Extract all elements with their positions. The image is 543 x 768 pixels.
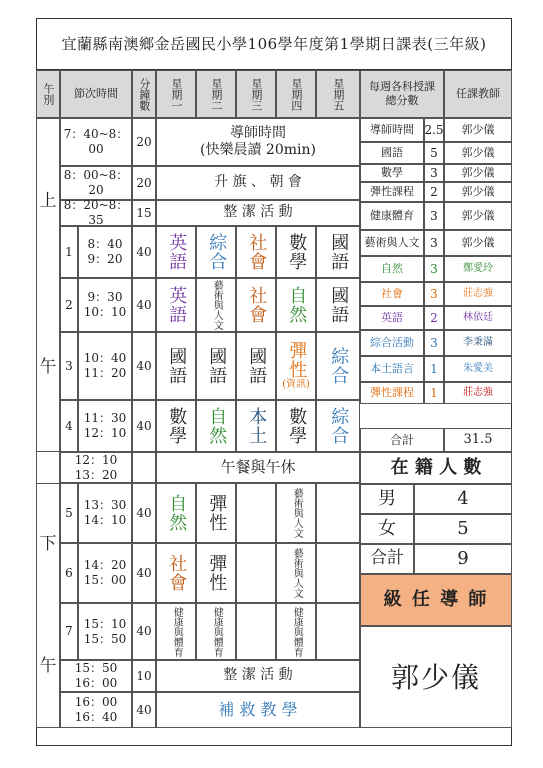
- p6-time-end: 15：00: [83, 573, 127, 587]
- weekly-header-text: 每週各科授課總分數: [369, 80, 435, 107]
- weekly-teacher: 林依廷: [444, 306, 512, 330]
- enrollment-total-label: 合計: [360, 544, 414, 574]
- p4-time-end: 12：10: [83, 426, 127, 440]
- weekly-teacher: 莊志強: [444, 282, 512, 306]
- weekly-count: 5: [424, 142, 444, 164]
- row1-text2: (快樂晨讀 20min): [200, 142, 316, 158]
- p3-time-end: 11：20: [83, 366, 127, 380]
- p4-number: 4: [60, 400, 78, 452]
- clean-time: [60, 660, 132, 692]
- p5-time-end: 14：10: [83, 513, 127, 527]
- p6-thu: 藝術與人文: [276, 543, 316, 603]
- p2-time-end: 10：10: [83, 305, 127, 319]
- row1-minutes: 20: [132, 118, 156, 166]
- afternoon-cleaning: 整 潔 活 動: [156, 660, 360, 692]
- row2-time: 8：00~8：20: [60, 166, 132, 200]
- p4-minutes: 40: [132, 400, 156, 452]
- weekly-subject: 綜合活動: [360, 330, 424, 356]
- enrollment-female-label: 女: [360, 514, 414, 544]
- weekly-subject: 彈性課程: [360, 182, 424, 202]
- period-afternoon-label-1: 下: [39, 534, 57, 555]
- weekly-subject: 藝術與人文: [360, 230, 424, 256]
- p5-tue: 彈性: [196, 483, 236, 543]
- weekly-teacher: 鄭愛玲: [444, 256, 512, 282]
- p3-fri: 綜合: [316, 332, 360, 400]
- p2-wed: 社會: [236, 278, 276, 332]
- p5-minutes: 40: [132, 483, 156, 543]
- clean-time-start: 15：50: [74, 661, 118, 675]
- p6-mon: 社會: [156, 543, 196, 603]
- header-period: 午別: [36, 70, 60, 118]
- row1-text1: 導師時間: [230, 124, 286, 141]
- weekly-teacher: 郭少儀: [444, 142, 512, 164]
- p2-tue: 藝術與人文: [196, 278, 236, 332]
- row1-time: 7：40~8：00: [60, 118, 132, 166]
- header-day-3: 星期三: [236, 70, 276, 118]
- weekly-count: 3: [424, 230, 444, 256]
- p5-time: [78, 483, 132, 543]
- period-morning-label-1: 上: [39, 191, 57, 212]
- weekly-total-label: 合計: [360, 428, 444, 452]
- homeroom-title: 級 任 導 師: [360, 574, 512, 626]
- p7-tue: 健康與體育: [196, 603, 236, 660]
- weekly-subject: 社會: [360, 282, 424, 306]
- weekly-count: 2.5: [424, 118, 444, 142]
- row3-time: 8：20~8：35: [60, 200, 132, 226]
- p3-thu-subject: 彈性: [286, 340, 308, 379]
- weekly-count: 3: [424, 164, 444, 182]
- p3-number: 3: [60, 332, 78, 400]
- p1-wed: 社會: [236, 226, 276, 278]
- p5-number: 5: [60, 483, 78, 543]
- p3-thu-note: (資訊): [282, 378, 310, 390]
- p5-fri: [316, 483, 360, 543]
- p1-fri: 國語: [316, 226, 360, 278]
- remedial-time-start: 16：00: [74, 695, 118, 709]
- weekly-header: [360, 70, 444, 118]
- p5-wed: [236, 483, 276, 543]
- row2-minutes: 20: [132, 166, 156, 200]
- p1-thu: 數學: [276, 226, 316, 278]
- remedial-time: [60, 692, 132, 728]
- p6-wed: [236, 543, 276, 603]
- p2-time-start: 9：30: [87, 290, 123, 304]
- p3-time: [78, 332, 132, 400]
- weekly-subject: 本土語言: [360, 356, 424, 382]
- enrollment-male: 4: [414, 484, 512, 514]
- p2-thu: 自然: [276, 278, 316, 332]
- p4-fri: 綜合: [316, 400, 360, 452]
- enrollment-female: 5: [414, 514, 512, 544]
- p2-mon: 英語: [156, 278, 196, 332]
- header-section-time: 節次時間: [60, 70, 132, 118]
- p1-time-end: 9：20: [87, 252, 123, 266]
- weekly-count: 1: [424, 356, 444, 382]
- p2-fri: 國語: [316, 278, 360, 332]
- p4-mon: 數學: [156, 400, 196, 452]
- row1-homeroom: [156, 118, 360, 166]
- weekly-teacher: 朱愛美: [444, 356, 512, 382]
- p5-time-start: 13：30: [83, 498, 127, 512]
- header-minutes: 分鐘數: [132, 70, 156, 118]
- lunch-time-start: 12：10: [74, 452, 118, 467]
- p6-tue: 彈性: [196, 543, 236, 603]
- homeroom-teacher-name: 郭少儀: [360, 626, 512, 728]
- p3-wed: 國語: [236, 332, 276, 400]
- remedial-teaching: 補 救 教 學: [156, 692, 360, 728]
- p1-time: [78, 226, 132, 278]
- lunch-time-end: 13：20: [74, 467, 118, 482]
- period-afternoon: [36, 483, 60, 728]
- weekly-teacher: 郭少儀: [444, 230, 512, 256]
- p5-mon: 自然: [156, 483, 196, 543]
- p3-tue: 國語: [196, 332, 236, 400]
- p6-fri: [316, 543, 360, 603]
- p7-wed: [236, 603, 276, 660]
- header-day-2: 星期二: [196, 70, 236, 118]
- weekly-count: 2: [424, 306, 444, 330]
- remedial-minutes: 40: [132, 692, 156, 728]
- weekly-subject: 導師時間: [360, 118, 424, 142]
- weekly-subject: 數學: [360, 164, 424, 182]
- p6-number: 6: [60, 543, 78, 603]
- p7-time-start: 15：10: [83, 616, 127, 631]
- p6-minutes: 40: [132, 543, 156, 603]
- p4-time-start: 11：30: [83, 411, 127, 425]
- p1-time-start: 8：40: [87, 237, 123, 251]
- enrollment-total: 9: [414, 544, 512, 574]
- weekly-teacher: 郭少儀: [444, 118, 512, 142]
- p2-number: 2: [60, 278, 78, 332]
- p1-mon: 英語: [156, 226, 196, 278]
- teacher-header: 任課教師: [444, 70, 512, 118]
- page-title: 宜蘭縣南澳鄉金岳國民小學106學年度第1學期日課表(三年級): [36, 18, 512, 70]
- weekly-count: 3: [424, 282, 444, 306]
- remedial-time-end: 16：40: [74, 710, 118, 724]
- lunch-time: [60, 452, 132, 483]
- p1-tue: 綜合: [196, 226, 236, 278]
- weekly-teacher: 郭少儀: [444, 182, 512, 202]
- weekly-count: 2: [424, 182, 444, 202]
- enrollment-male-label: 男: [360, 484, 414, 514]
- clean-minutes: 10: [132, 660, 156, 692]
- p3-minutes: 40: [132, 332, 156, 400]
- p2-time: [78, 278, 132, 332]
- p6-time-start: 14：20: [83, 558, 127, 572]
- weekly-teacher: 李秉滿: [444, 330, 512, 356]
- row3-cleaning: 整 潔 活 動: [156, 200, 360, 226]
- period-morning-label-2: 午: [39, 357, 57, 378]
- lunch-break: 午餐與午休: [156, 452, 360, 483]
- p4-thu: 數學: [276, 400, 316, 452]
- p7-mon: 健康與體育: [156, 603, 196, 660]
- p7-time-end: 15：50: [83, 631, 127, 646]
- weekly-count: 1: [424, 382, 444, 404]
- header-day-5: 星期五: [316, 70, 360, 118]
- p7-minutes: 40: [132, 603, 156, 660]
- header-day-1: 星期一: [156, 70, 196, 118]
- weekly-subject: 國語: [360, 142, 424, 164]
- p4-time: [78, 400, 132, 452]
- lunch-period-spacer: [36, 452, 60, 483]
- weekly-teacher: 郭少儀: [444, 202, 512, 230]
- p4-tue: 自然: [196, 400, 236, 452]
- weekly-teacher: 莊志強: [444, 382, 512, 404]
- period-afternoon-label-2: 午: [39, 655, 57, 676]
- weekly-subject: 健康體育: [360, 202, 424, 230]
- weekly-count: 3: [424, 202, 444, 230]
- p5-thu: 藝術與人文: [276, 483, 316, 543]
- weekly-count: 3: [424, 330, 444, 356]
- weekly-total-value: 31.5: [444, 428, 512, 452]
- p1-minutes: 40: [132, 226, 156, 278]
- p4-wed: 本土: [236, 400, 276, 452]
- weekly-subject: 英語: [360, 306, 424, 330]
- lunch-minutes: [132, 452, 156, 483]
- row2-assembly: 升 旗 、 朝 會: [156, 166, 360, 200]
- header-day-4: 星期四: [276, 70, 316, 118]
- p3-thu: [276, 332, 316, 400]
- p6-time: [78, 543, 132, 603]
- p1-number: 1: [60, 226, 78, 278]
- clean-time-end: 16：00: [74, 676, 118, 690]
- p7-time: [78, 603, 132, 660]
- weekly-count: 3: [424, 256, 444, 282]
- weekly-teacher: 郭少儀: [444, 164, 512, 182]
- row3-minutes: 15: [132, 200, 156, 226]
- p2-minutes: 40: [132, 278, 156, 332]
- p7-fri: [316, 603, 360, 660]
- p3-mon: 國語: [156, 332, 196, 400]
- p3-time-start: 10：40: [83, 351, 127, 365]
- p7-number: 7: [60, 603, 78, 660]
- enrollment-title: 在 籍 人 數: [360, 452, 512, 484]
- p7-thu: 健康與體育: [276, 603, 316, 660]
- period-morning: [36, 118, 60, 452]
- weekly-subject: 自然: [360, 256, 424, 282]
- weekly-subject: 彈性課程: [360, 382, 424, 404]
